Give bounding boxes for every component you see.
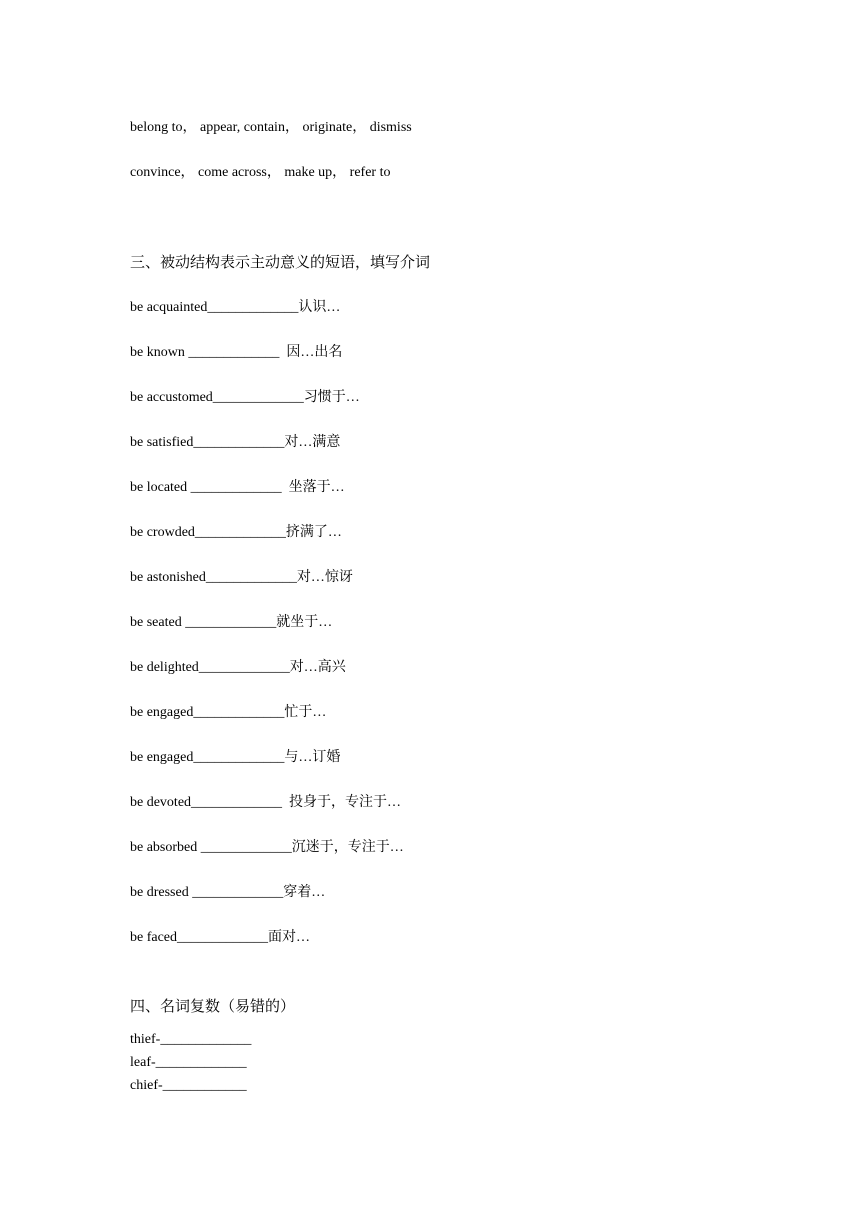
word-bank-line-2: convince， come across， make up， refer to [130, 165, 391, 180]
phrase-item: be located _____________ 坐落于… [130, 480, 345, 495]
phrase-item: be satisfied_____________对…满意 [130, 435, 341, 450]
phrase-item: be astonished_____________对…惊讶 [130, 570, 353, 585]
phrase-item: be delighted_____________对…高兴 [130, 660, 346, 675]
section-4-title: 四、名词复数（易错的） [130, 997, 296, 1015]
section-3-title: 三、被动结构表示主动意义的短语，填写介词 [130, 253, 431, 271]
phrase-item: be engaged_____________忙于… [130, 705, 327, 720]
phrase-item: be absorbed _____________沉迷于，专注于… [130, 840, 404, 855]
phrase-item: be acquainted_____________认识… [130, 300, 341, 315]
phrase-item: be faced_____________面对… [130, 930, 311, 945]
phrase-item: be accustomed_____________习惯于… [130, 390, 360, 405]
phrase-item: be crowded_____________挤满了… [130, 525, 342, 540]
phrase-item: be devoted_____________ 投身于，专注于… [130, 795, 402, 810]
phrase-item: be seated _____________就坐于… [130, 615, 333, 630]
phrase-item: be engaged_____________与…订婚 [130, 750, 341, 765]
plural-item: thief-_____________ [130, 1032, 252, 1047]
phrase-item: be dressed _____________穿着… [130, 885, 326, 900]
phrase-item: be known _____________ 因…出名 [130, 345, 343, 360]
word-bank-line-1: belong to， appear, contain， originate， dismiss [130, 120, 412, 135]
plural-item: leaf-_____________ [130, 1055, 247, 1070]
plural-item: chief-____________ [130, 1078, 247, 1093]
